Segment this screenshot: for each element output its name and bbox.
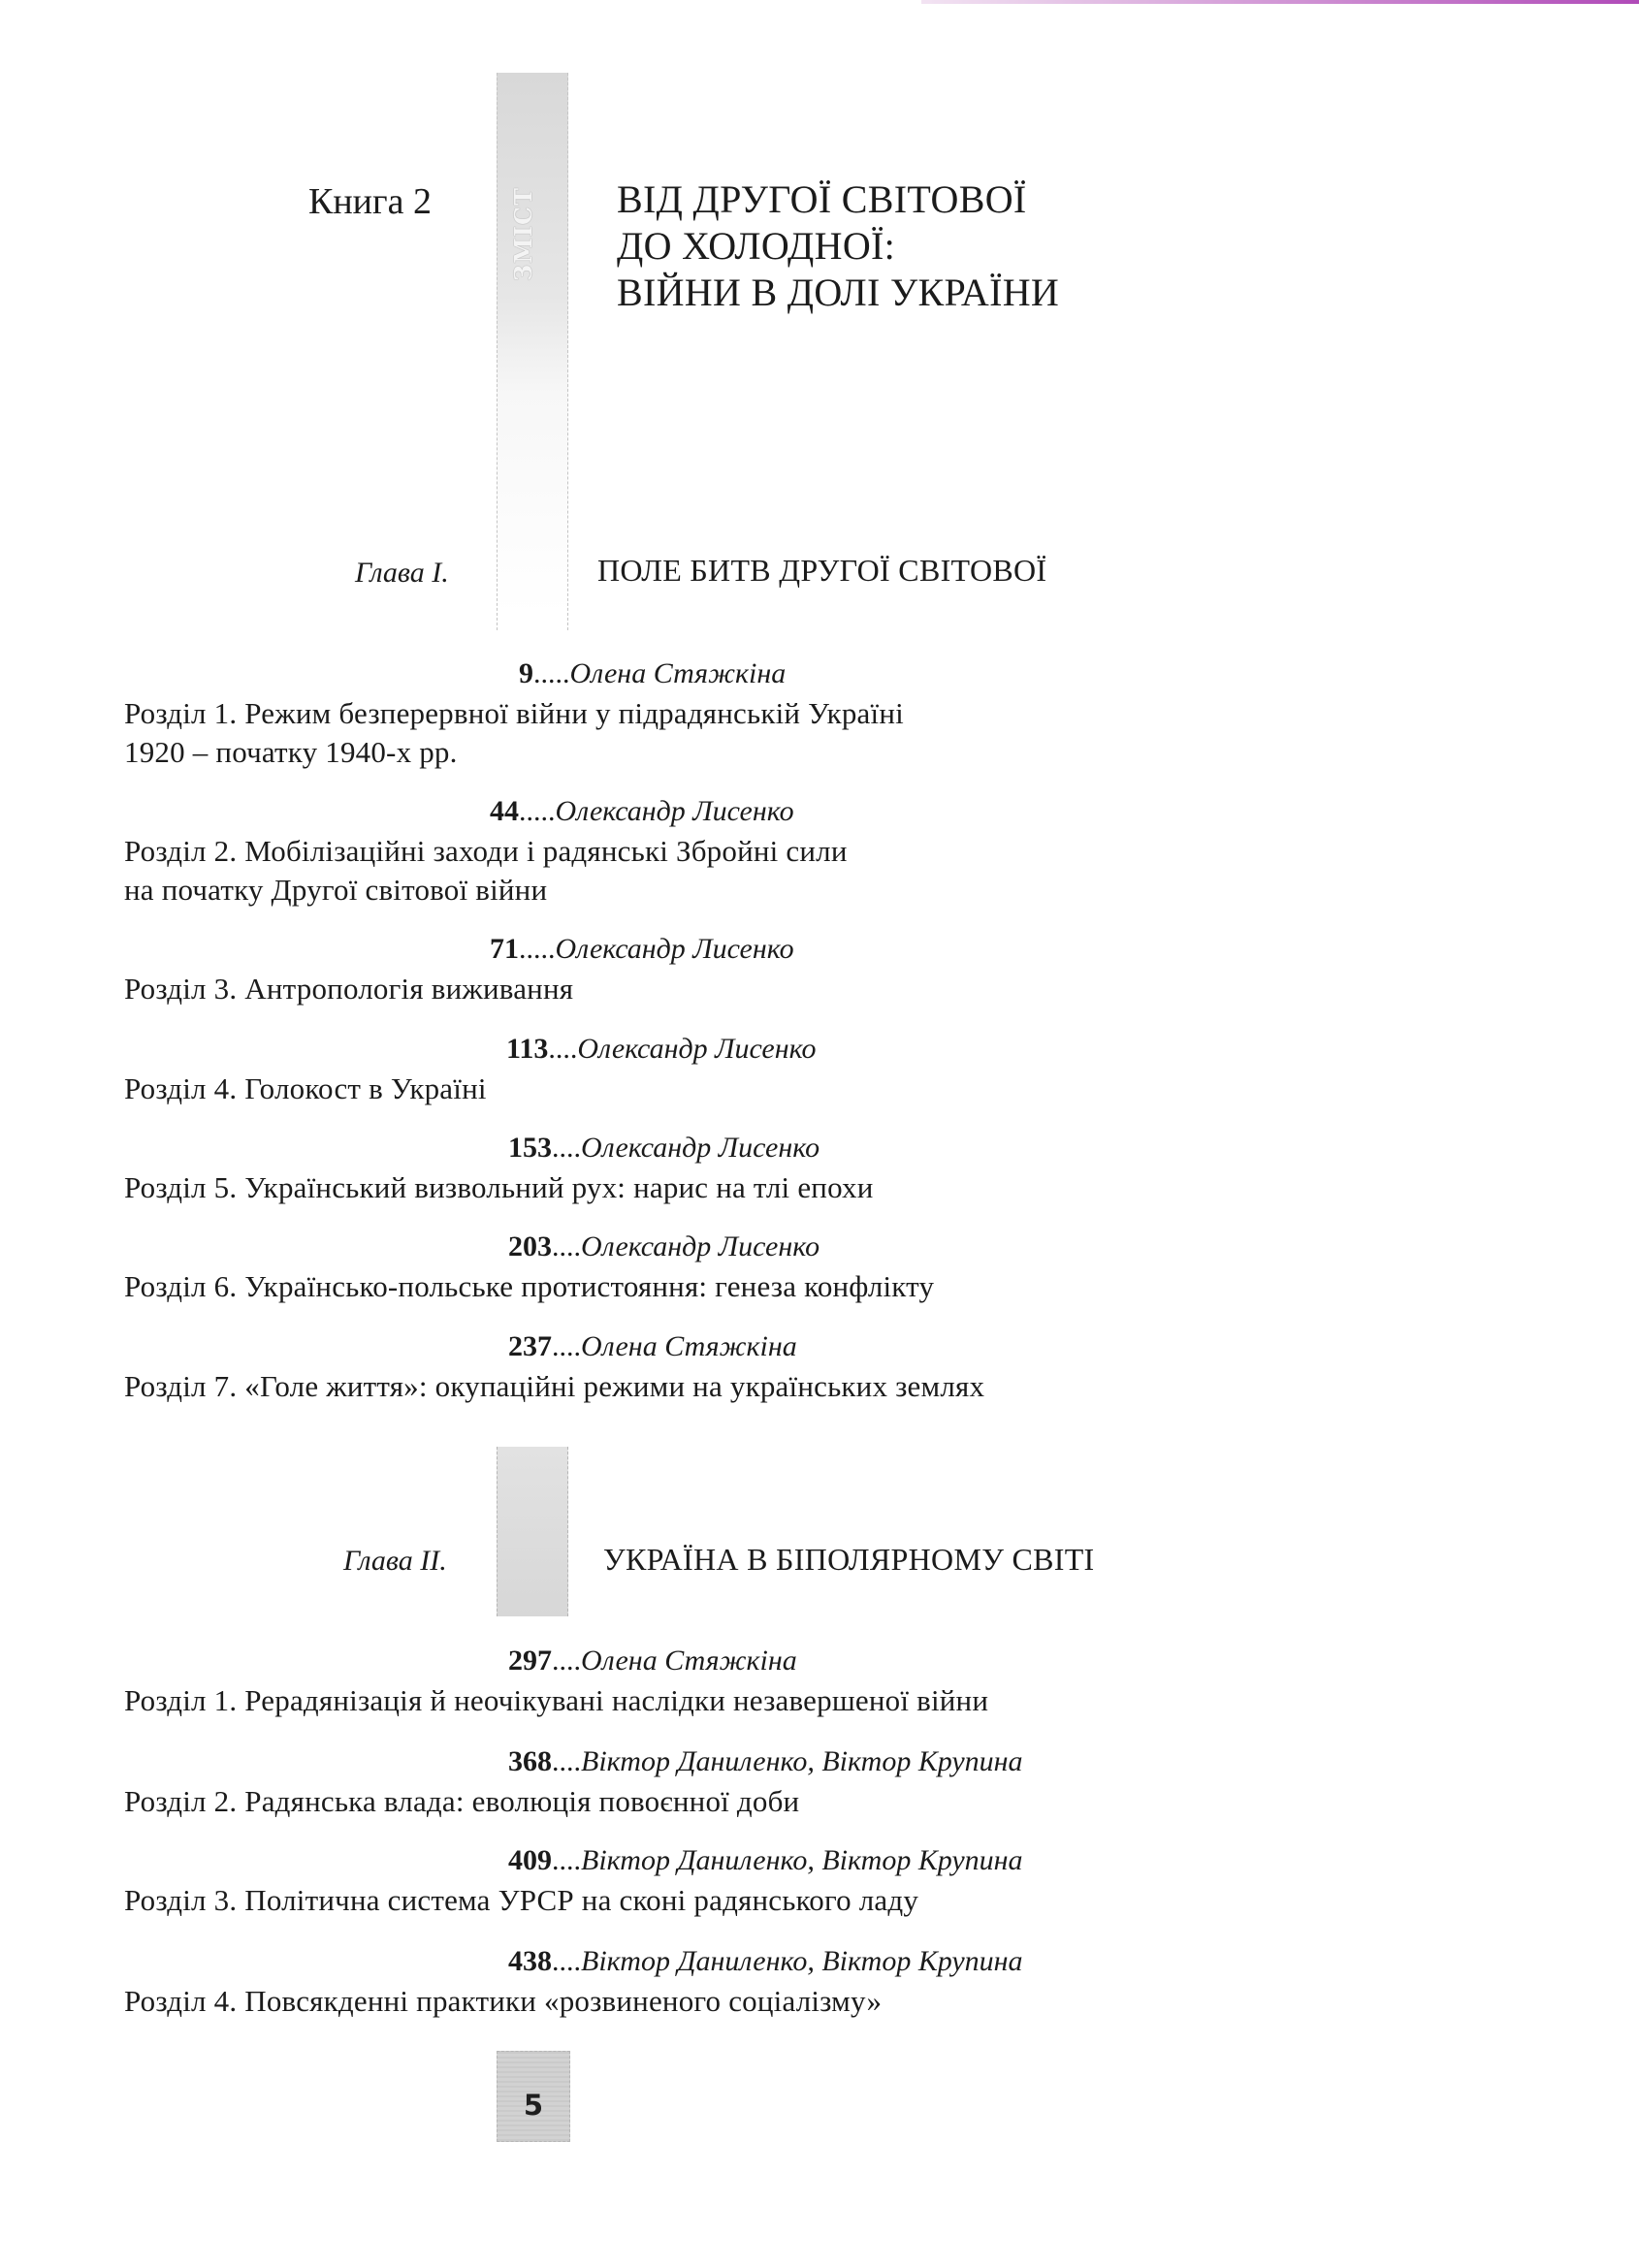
page-number: 237 xyxy=(508,1330,552,1362)
section-title xyxy=(124,1070,487,1108)
section-title-line: Розділ 4. Повсякденні практики «розвиненого соціалізму» xyxy=(124,1984,883,2018)
section-title-line: Розділ 1. Режим безперервної війни у підрадянській Україні xyxy=(124,696,904,730)
section-title xyxy=(124,1168,874,1207)
section-title xyxy=(124,1681,988,1720)
dot-leader: ..... xyxy=(533,657,570,689)
page-number: 71 xyxy=(490,933,519,965)
dot-leader: .... xyxy=(552,1645,581,1677)
section-title-line: Розділ 3. Політична система УРСР на сконі радянського ладу xyxy=(124,1883,919,1917)
chapter2-strip xyxy=(497,1447,568,1616)
author: Олександр Лисенко xyxy=(555,933,794,965)
entry-meta xyxy=(508,1844,1023,1877)
entry-meta xyxy=(508,1645,797,1677)
chapter1-title: ПОЛЕ БИТВ ДРУГОЇ СВІТОВОЇ xyxy=(597,553,1047,588)
section-title-line: Розділ 7. «Голе життя»: окупаційні режими на українських землях xyxy=(124,1369,985,1403)
section-title xyxy=(124,1982,882,2021)
entry-meta xyxy=(519,657,786,690)
spine-strip xyxy=(497,73,568,630)
dot-leader: ..... xyxy=(519,933,556,965)
entry-meta xyxy=(508,1230,820,1263)
author: Олександр Лисенко xyxy=(581,1230,820,1262)
page-number: 203 xyxy=(508,1230,552,1262)
book-label: Книга 2 xyxy=(308,181,432,222)
author: Олена Стяжкіна xyxy=(581,1645,797,1677)
entry-meta xyxy=(508,1132,820,1165)
dot-leader: .... xyxy=(552,1330,581,1362)
author: Віктор Даниленко, Віктор Крупина xyxy=(581,1844,1023,1876)
section-title xyxy=(124,970,573,1008)
page-number-label: 5 xyxy=(523,2089,544,2122)
dot-leader: .... xyxy=(552,1745,581,1777)
section-title-line: Розділ 2. Радянська влада: еволюція повоєнної доби xyxy=(124,1784,800,1818)
top-accent-line xyxy=(921,0,1639,4)
entry-meta xyxy=(508,1945,1023,1978)
spine-label: ЗМІСТ xyxy=(509,187,537,282)
book-title-line: ДО ХОЛОДНОЇ: xyxy=(617,224,896,268)
page-number: 113 xyxy=(506,1033,549,1065)
dot-leader: ..... xyxy=(519,795,556,827)
author: Олександр Лисенко xyxy=(577,1033,817,1065)
page-number-box xyxy=(497,2051,570,2142)
chapter2-title: УКРАЇНА В БІПОЛЯРНОМУ СВІТІ xyxy=(603,1542,1095,1577)
section-title-line: Розділ 4. Голокост в Україні xyxy=(124,1071,487,1105)
section-title xyxy=(124,1881,918,1920)
page-number: 409 xyxy=(508,1844,552,1876)
dot-leader: .... xyxy=(552,1945,581,1977)
section-title-line: Розділ 6. Українсько-польське протистояння: генеза конфлікту xyxy=(124,1269,935,1303)
page-number: 9 xyxy=(519,657,533,689)
author: Віктор Даниленко, Віктор Крупина xyxy=(581,1945,1023,1977)
page-number: 438 xyxy=(508,1945,552,1977)
section-title-line: Розділ 3. Антропологія виживання xyxy=(124,972,574,1006)
entry-meta xyxy=(508,1330,797,1363)
author: Віктор Даниленко, Віктор Крупина xyxy=(581,1745,1023,1777)
entry-meta xyxy=(506,1033,816,1066)
author: Олександр Лисенко xyxy=(555,795,794,827)
dot-leader: .... xyxy=(552,1844,581,1876)
entry-meta xyxy=(490,795,794,828)
chapter1-label: Глава І. xyxy=(355,557,449,589)
author: Олена Стяжкіна xyxy=(581,1330,797,1362)
section-title-line: Розділ 1. Рерадянізація й неочікувані наслідки незавершеної війни xyxy=(124,1683,989,1717)
section-title xyxy=(124,832,848,910)
section-title xyxy=(124,694,904,772)
dot-leader: .... xyxy=(548,1033,578,1065)
section-title-line: на початку Другої світової війни xyxy=(124,873,548,907)
dot-leader: .... xyxy=(552,1132,581,1164)
chapter2-label: Глава ІІ. xyxy=(343,1545,447,1577)
page-number: 368 xyxy=(508,1745,552,1777)
author: Олександр Лисенко xyxy=(581,1132,820,1164)
page-number: 153 xyxy=(508,1132,552,1164)
section-title-line: Розділ 5. Український визвольний рух: нарис на тлі епохи xyxy=(124,1170,874,1204)
section-title xyxy=(124,1267,934,1306)
dot-leader: .... xyxy=(552,1230,581,1262)
book-title xyxy=(617,176,1059,316)
section-title-line: Розділ 2. Мобілізаційні заходи і радянські Збройні сили xyxy=(124,834,848,868)
book-title-line: ВІД ДРУГОЇ СВІТОВОЇ xyxy=(617,177,1027,221)
author: Олена Стяжкіна xyxy=(569,657,787,689)
section-title xyxy=(124,1367,984,1406)
page-number: 297 xyxy=(508,1645,552,1677)
entry-meta xyxy=(490,933,794,966)
entry-meta xyxy=(508,1745,1023,1778)
section-title xyxy=(124,1782,799,1821)
page-number: 44 xyxy=(490,795,519,827)
book-title-line: ВІЙНИ В ДОЛІ УКРАЇНИ xyxy=(617,271,1060,314)
section-title-line: 1920 – початку 1940-х рр. xyxy=(124,735,458,769)
